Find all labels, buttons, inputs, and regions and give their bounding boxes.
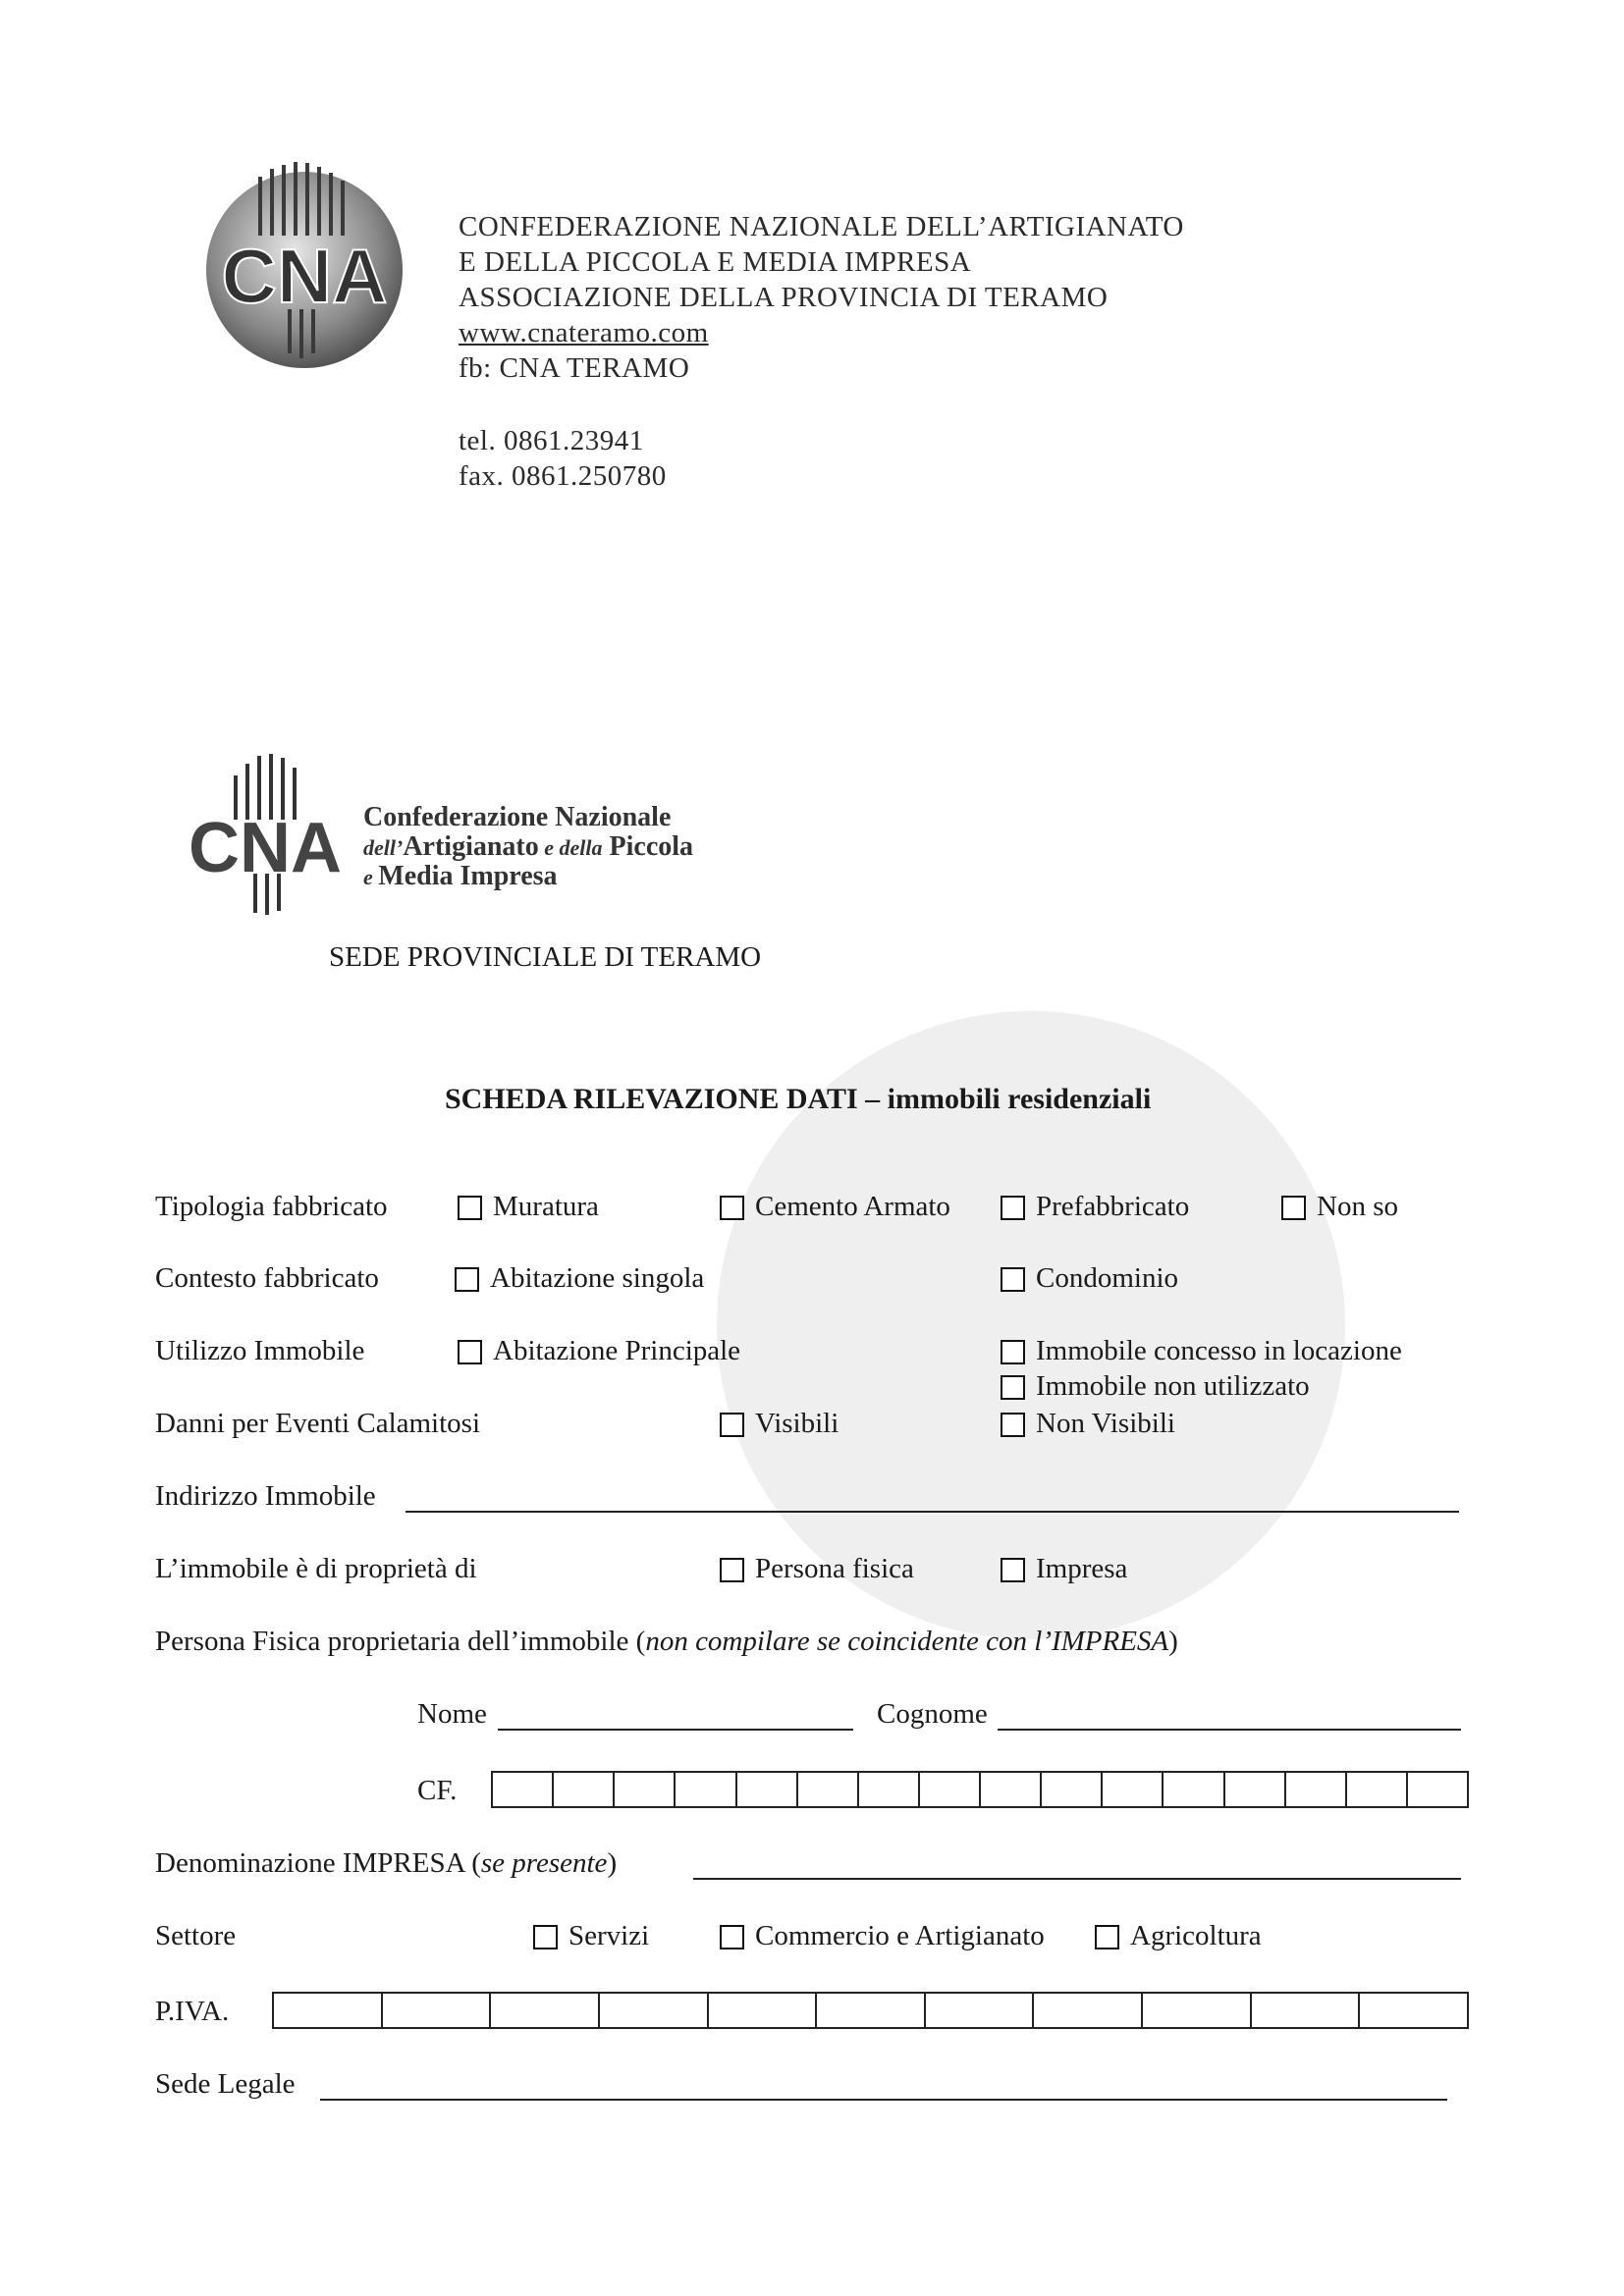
muratura-option-label: Muratura <box>493 1191 599 1222</box>
abitazione-principale-option-label: Abitazione Principale <box>493 1335 741 1366</box>
header-line-2: E DELLA PICCOLA E MEDIA IMPRESA <box>459 246 972 278</box>
prefabbricato-option-label: Prefabbricato <box>1036 1191 1190 1222</box>
facebook-text: fb: CNA TERAMO <box>459 352 690 384</box>
abitazione-singola-checkbox[interactable] <box>455 1267 479 1292</box>
piva-cell[interactable] <box>1143 1994 1252 2027</box>
cf-cell[interactable] <box>1408 1773 1467 1806</box>
cf-cell[interactable] <box>981 1773 1042 1806</box>
persona-fisica-heading: Persona Fisica proprietaria dell’immobile (non compilare se coincidente con l’IMPRESA) <box>155 1626 1178 1657</box>
cf-cell[interactable] <box>1103 1773 1164 1806</box>
danni-label: Danni per Eventi Calamitosi <box>155 1408 481 1439</box>
form-title: SCHEDA RILEVAZIONE DATI – immobili residenziali <box>445 1083 1152 1115</box>
cf-cell[interactable] <box>676 1773 736 1806</box>
cf-input-grid[interactable] <box>491 1771 1469 1808</box>
nome-field[interactable] <box>498 1729 853 1731</box>
piva-cell[interactable] <box>926 1994 1035 2027</box>
cf-cell[interactable] <box>920 1773 981 1806</box>
non-so-option-label: Non so <box>1317 1191 1398 1222</box>
cf-cell[interactable] <box>1225 1773 1286 1806</box>
cf-cell[interactable] <box>798 1773 859 1806</box>
piva-cell[interactable] <box>817 1994 926 2027</box>
cf-cell[interactable] <box>493 1773 554 1806</box>
abitazione-singola-option-label: Abitazione singola <box>490 1262 705 1294</box>
cemento-armato-checkbox[interactable] <box>720 1196 744 1220</box>
cf-cell[interactable] <box>1042 1773 1103 1806</box>
prefabbricato-checkbox[interactable] <box>1001 1196 1025 1220</box>
sede-legale-label: Sede Legale <box>155 2068 296 2100</box>
svg-text:CNA: CNA <box>221 233 388 319</box>
cf-cell[interactable] <box>737 1773 798 1806</box>
utilizzo-label: Utilizzo Immobile <box>155 1335 365 1366</box>
piva-cell[interactable] <box>1360 1994 1467 2027</box>
commercio-artigianato-option-label: Commercio e Artigianato <box>755 1920 1045 1951</box>
cna-brand-logo-icon <box>167 746 363 923</box>
concesso-locazione-option-label: Immobile concesso in locazione <box>1036 1335 1402 1366</box>
non-visibili-option-label: Non Visibili <box>1036 1408 1175 1439</box>
cognome-field[interactable] <box>998 1729 1461 1731</box>
indirizzo-label: Indirizzo Immobile <box>155 1480 376 1512</box>
header-line-3: ASSOCIAZIONE DELLA PROVINCIA DI TERAMO <box>459 282 1109 313</box>
condominio-checkbox[interactable] <box>1001 1267 1025 1292</box>
telephone-text: tel. 0861.23941 <box>459 425 644 456</box>
tipologia-label: Tipologia fabbricato <box>155 1191 388 1222</box>
agricoltura-option-label: Agricoltura <box>1130 1920 1262 1951</box>
cf-cell[interactable] <box>1164 1773 1224 1806</box>
persona-fisica-checkbox[interactable] <box>720 1558 744 1582</box>
nome-label: Nome <box>417 1698 487 1730</box>
muratura-checkbox[interactable] <box>458 1196 482 1220</box>
denominazione-impresa-field[interactable] <box>693 1878 1461 1880</box>
piva-input-grid[interactable] <box>272 1992 1469 2029</box>
svg-text:CNA: CNA <box>189 809 342 887</box>
brand-line-2: dell’Artigianato e della Piccola <box>363 831 694 862</box>
settore-label: Settore <box>155 1920 237 1951</box>
header-line-1: CONFEDERAZIONE NAZIONALE DELL’ARTIGIANATO <box>459 211 1184 242</box>
brand-line-3: e Media Impresa <box>363 861 558 891</box>
cf-cell[interactable] <box>1286 1773 1347 1806</box>
commercio-artigianato-checkbox[interactable] <box>720 1925 744 1949</box>
proprieta-label: L’immobile è di proprietà di <box>155 1553 477 1584</box>
servizi-checkbox[interactable] <box>533 1925 558 1949</box>
piva-cell[interactable] <box>383 1994 492 2027</box>
sede-provinciale: SEDE PROVINCIALE DI TERAMO <box>329 941 762 973</box>
cemento-armato-option-label: Cemento Armato <box>755 1191 950 1222</box>
cf-cell[interactable] <box>859 1773 920 1806</box>
indirizzo-field[interactable] <box>406 1511 1459 1513</box>
cna-logo-icon <box>191 157 417 383</box>
agricoltura-checkbox[interactable] <box>1095 1925 1119 1949</box>
piva-cell[interactable] <box>274 1994 383 2027</box>
piva-cell[interactable] <box>600 1994 709 2027</box>
piva-cell[interactable] <box>491 1994 600 2027</box>
piva-cell[interactable] <box>1252 1994 1361 2027</box>
cf-cell[interactable] <box>615 1773 676 1806</box>
servizi-option-label: Servizi <box>568 1920 650 1951</box>
persona-fisica-option-label: Persona fisica <box>755 1553 914 1584</box>
impresa-checkbox[interactable] <box>1001 1558 1025 1582</box>
website-link[interactable]: www.cnateramo.com <box>459 317 709 348</box>
denominazione-impresa-label: Denominazione IMPRESA (se presente) <box>155 1847 618 1879</box>
non-so-checkbox[interactable] <box>1281 1196 1306 1220</box>
non-visibili-checkbox[interactable] <box>1001 1413 1025 1437</box>
non-utilizzato-checkbox[interactable] <box>1001 1375 1025 1400</box>
condominio-option-label: Condominio <box>1036 1262 1179 1294</box>
cf-label: CF. <box>417 1775 458 1806</box>
contesto-label: Contesto fabbricato <box>155 1262 379 1294</box>
piva-cell[interactable] <box>709 1994 818 2027</box>
non-utilizzato-option-label: Immobile non utilizzato <box>1036 1370 1310 1402</box>
concesso-locazione-checkbox[interactable] <box>1001 1340 1025 1364</box>
abitazione-principale-checkbox[interactable] <box>458 1340 482 1364</box>
brand-line-1: Confederazione Nazionale <box>363 802 672 832</box>
piva-label: P.IVA. <box>155 1996 230 2027</box>
impresa-option-label: Impresa <box>1036 1553 1128 1584</box>
fax-text: fax. 0861.250780 <box>459 460 667 492</box>
sede-legale-field[interactable] <box>320 2099 1447 2101</box>
cf-cell[interactable] <box>1347 1773 1408 1806</box>
piva-cell[interactable] <box>1034 1994 1143 2027</box>
visibili-option-label: Visibili <box>755 1408 839 1439</box>
cf-cell[interactable] <box>554 1773 615 1806</box>
cognome-label: Cognome <box>877 1698 988 1730</box>
visibili-checkbox[interactable] <box>720 1413 744 1437</box>
